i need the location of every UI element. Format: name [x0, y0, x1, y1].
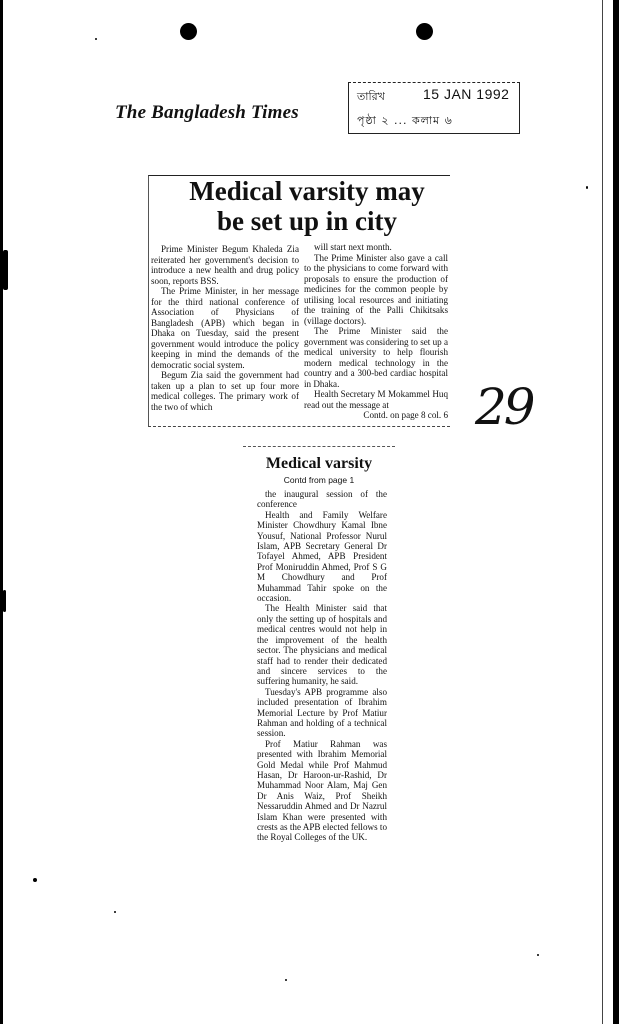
- newspaper-masthead: The Bangladesh Times: [115, 102, 299, 123]
- continuation-paragraph: Prof Matiur Rahman was presented with Ibrahim Memorial Gold Medal while Prof Mahmud Hasan, Dr Haroon-ur-Rashid, Dr Muhammad Noor Alam, Maj Gen Dr Anis Waiz, Prof Sheikh Nessaruddin Ahmed and Dr Nazrul Islam Khan were presented with crests as the APB elected fellows to the Royal Colleges of the UK.: [257, 738, 387, 843]
- scan-speck: [33, 878, 37, 882]
- article-paragraph: The Prime Minister said the government was considering to set up a medical university to help flourish modern medical technology in the country and a 300-bed cardiac hospital in Dhaka.: [304, 326, 448, 389]
- continued-from-notice: Contd from page 1: [283, 475, 355, 485]
- scan-edge-right: [613, 0, 619, 1024]
- article-clipping: [148, 175, 450, 427]
- handwritten-page-number: 29: [475, 378, 533, 436]
- continuation-paragraph: the inaugural session of the conference: [257, 489, 387, 510]
- article-column-right: [304, 242, 448, 421]
- scan-speck: [586, 186, 588, 189]
- scan-speck: [3, 590, 6, 612]
- article-paragraph: Health Secretary M Mokammel Huq read out the message at: [304, 389, 448, 410]
- punch-hole-left: [180, 23, 197, 40]
- scan-speck: [114, 911, 116, 913]
- headline-line-1: Medical varsity may: [189, 176, 425, 206]
- scan-speck: [537, 954, 539, 956]
- punch-hole-right: [416, 23, 433, 40]
- continuation-paragraph: Health and Family Welfare Minister Chowdhury Kamal Ibne Yousuf, National Professor Nurul Islam, APB Secretary General Dr Tofayel Ahmed, APB President Prof Moniruddin Ahmed, Prof S G M Chowdhury and Prof Muhammad Tahir spoke on the occasion.: [257, 509, 387, 604]
- scan-speck: [95, 38, 97, 40]
- stamp-date: 15 JAN 1992: [423, 86, 510, 102]
- article-paragraph: The Prime Minister also gave a call to the physicians to come forward with proposals to ensure the production of medicines for the common people by utilising local resources and initiating the training of the Palli Chikitsaks (village doctors).: [304, 252, 448, 326]
- stamp-date-label: তারিখ: [357, 90, 385, 103]
- continued-notice: Contd. on page 8 col. 6: [363, 410, 448, 420]
- article-paragraph: Begum Zia said the government had taken up a plan to set up four more medical colleges. The primary work of the two of which: [151, 370, 299, 412]
- continuation-paragraph: The Health Minister said that only the setting up of hospitals and medical centres would not help in the improvement of the health sector. The physicians and medical staff had to render their dedicated and sincere services to the suffering humanity, he said.: [257, 603, 387, 687]
- continuation-paragraph: Tuesday's APB programme also included presentation of Ibrahim Memorial Lecture by Prof Matiur Rahman and holding of a technical session.: [257, 686, 387, 739]
- scan-speck: [3, 250, 8, 290]
- article-paragraph: The Prime Minister, in her message for the third national conference of Association of Physicians of Bangladesh (APB) which began in Dhaka on Tuesday, said the present government would introduce the policy keeping in mind the demands of the democratic social system.: [151, 286, 299, 370]
- article-headline: [167, 176, 447, 236]
- stamp-page-column: পৃষ্ঠা ২ ... কলাম ৬: [357, 114, 453, 127]
- article-column-left: [151, 244, 299, 412]
- scan-edge-left: [0, 0, 3, 1024]
- scan-fold-line: [602, 0, 603, 1024]
- article-paragraph: will start next month.: [314, 242, 392, 252]
- continuation-clipping: [243, 446, 395, 843]
- continuation-heading: Medical varsity: [265, 455, 373, 472]
- headline-line-2: be set up in city: [216, 206, 397, 236]
- date-stamp: [348, 82, 520, 134]
- scan-speck: [285, 979, 287, 981]
- article-paragraph: Prime Minister Begum Khaleda Zia reiterated her government's decision to introduce a new health and drug policy soon, reports BSS.: [151, 244, 299, 286]
- continuation-body: [243, 489, 395, 843]
